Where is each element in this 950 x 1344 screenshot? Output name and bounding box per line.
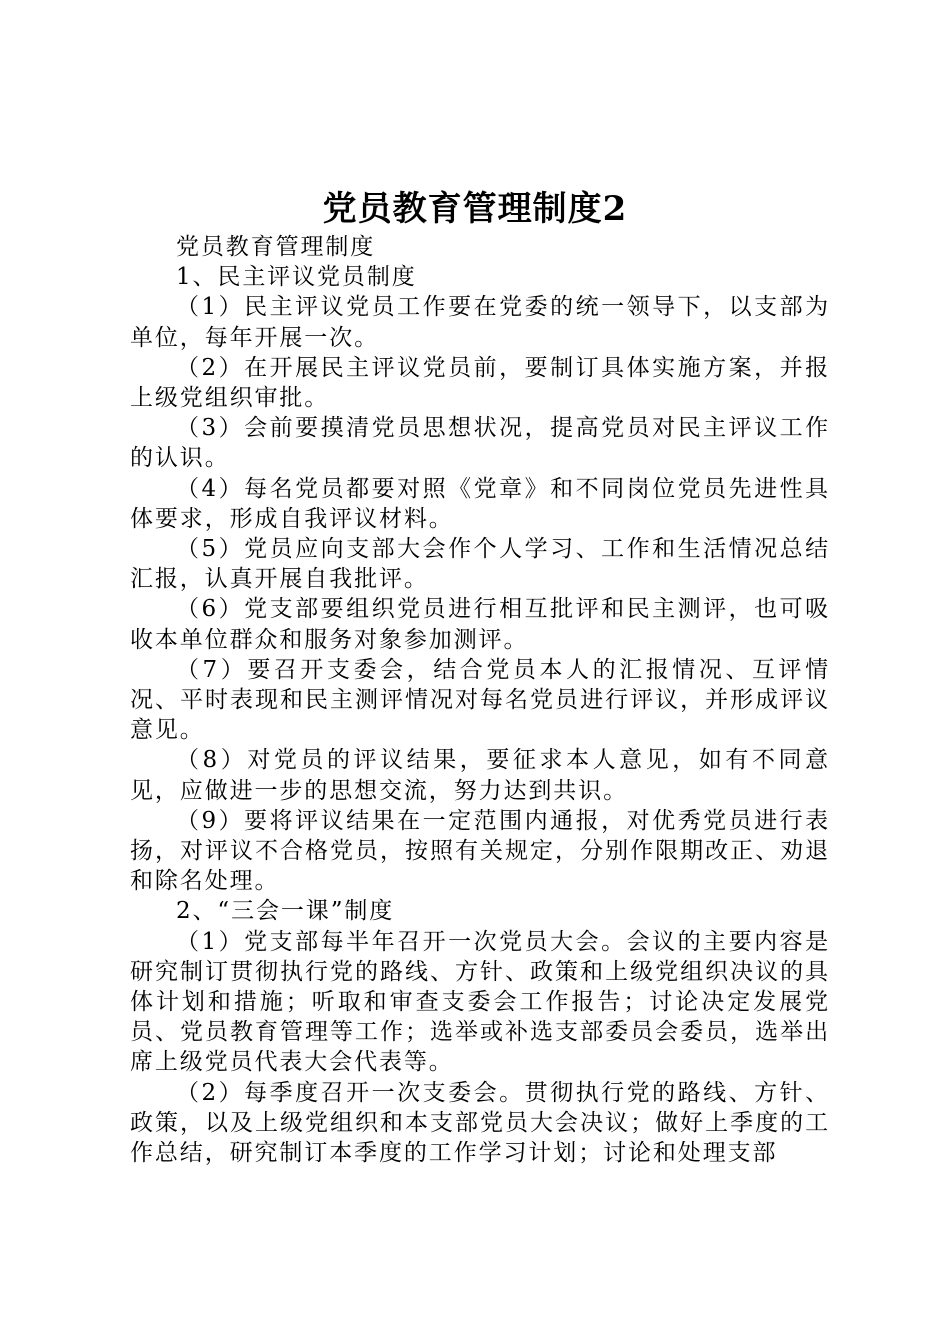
paragraph: （6）党支部要组织党员进行相互批评和民主测评，也可吸收本单位群众和服务对象参加测评。: [130, 596, 830, 653]
subsection-heading: 2、“三会一课”制度: [176, 898, 395, 925]
paragraph: （4）每名党员都要对照《党章》和不同岗位党员先进性具体要求，形成自我评议材料。: [130, 475, 830, 532]
section-heading: 党员教育管理制度: [176, 234, 376, 260]
subsection-heading: 1、民主评议党员制度: [176, 264, 417, 291]
paragraph: （5）党员应向支部大会作个人学习、工作和生活情况总结汇报，认真开展自我批评。: [130, 536, 830, 593]
paragraph: （8）对党员的评议结果，要征求本人意见，如有不同意见，应做进一步的思想交流，努力达到共识。: [130, 747, 830, 804]
document-title: 党员教育管理制度2: [322, 189, 628, 229]
paragraph: （2）每季度召开一次支委会。贯彻执行党的路线、方针、政策，以及上级党组织和本支部党员大会决议；做好上季度的工作总结，研究制订本季度的工作学习计划；讨论和处理支部: [130, 1079, 830, 1167]
paragraph: （7）要召开支委会，结合党员本人的汇报情况、互评情况、平时表现和民主测评情况对每名党员进行评议，并形成评议意见。: [130, 656, 830, 744]
document-body: [130, 232, 830, 1168]
paragraph: （1）党支部每半年召开一次党员大会。会议的主要内容是研究制订贯彻执行党的路线、方针、政策和上级党组织决议的具体计划和措施；听取和审查支委会工作报告；讨论决定发展党员、党员教育管理等工作；选举或补选支部委员会委员，选举出席上级党员代表大会代表等。: [130, 928, 830, 1076]
paragraph: （2）在开展民主评议党员前，要制订具体实施方案，并报上级党组织审批。: [130, 354, 830, 412]
paragraph: （1）民主评议党员工作要在党委的统一领导下，以支部为单位，每年开展一次。: [130, 294, 830, 351]
paragraph: （3）会前要摸清党员思想状况，提高党员对民主评议工作的认识。: [130, 415, 830, 472]
paragraph: （9）要将评议结果在一定范围内通报，对优秀党员进行表扬，对评议不合格党员，按照有关规定，分别作限期改正、劝退和除名处理。: [130, 807, 830, 895]
